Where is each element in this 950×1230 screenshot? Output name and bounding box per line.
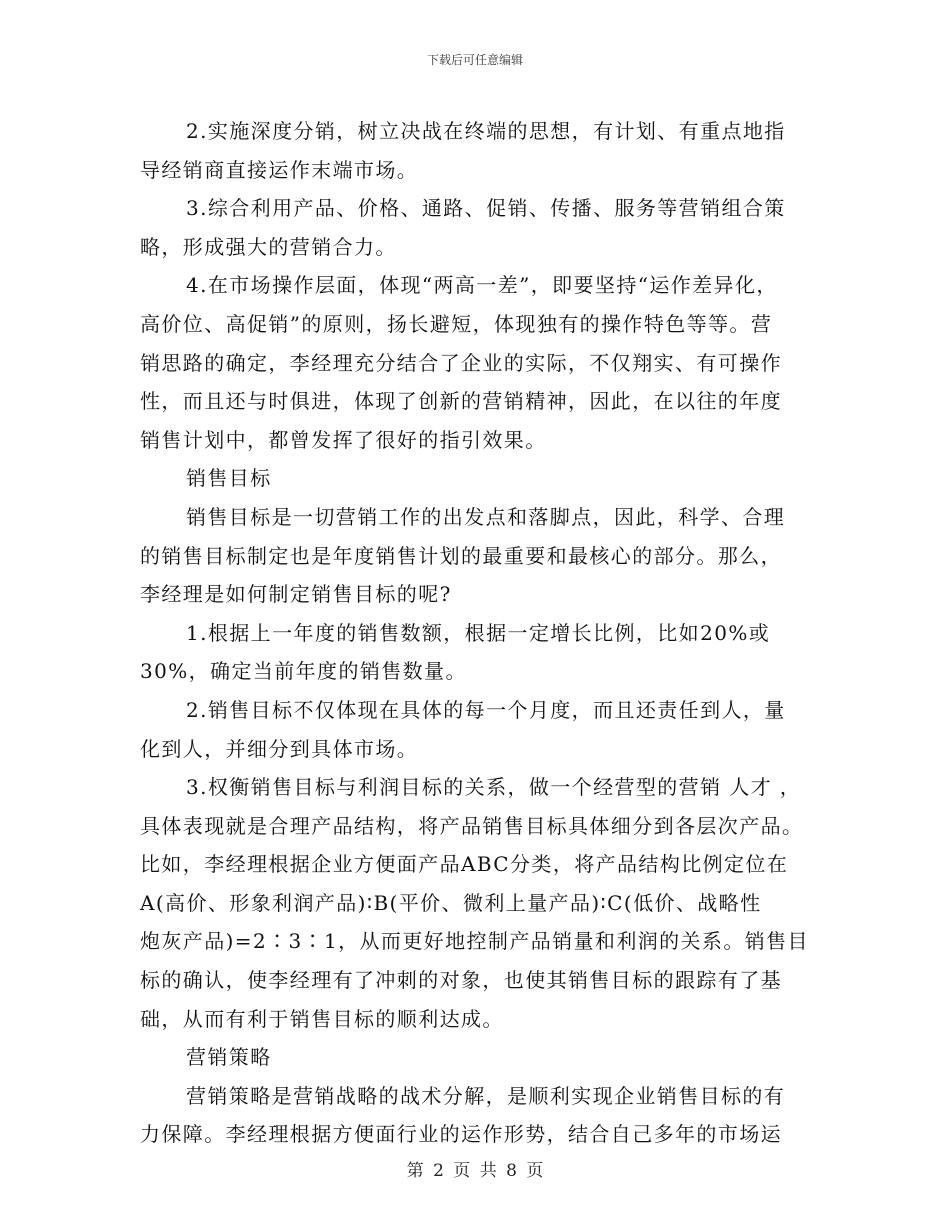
text-line: 炮灰产品)=2∶3∶1，从而更好地控制产品销量和利润的关系。销售目 (140, 929, 809, 954)
text-line: 3.综合利用产品、价格、通路、促销、传播、服务等营销组合策 (186, 196, 786, 221)
text-line: A(高价、形象利润产品)∶B(平价、微利上量产品)∶C(低价、战略性 (140, 890, 762, 915)
page-footer: 第 2 页 共 8 页 (406, 1161, 544, 1181)
section-heading: 销售目标 (186, 466, 272, 491)
text-line: 的销售目标制定也是年度销售计划的最重要和最核心的部分。那么， (140, 543, 782, 568)
text-line: 4.在市场操作层面，体现“两高一差”，即要坚持“运作差异化， (186, 273, 778, 298)
page-header: 下载后可任意编辑 (426, 53, 523, 67)
text-line: 销思路的确定，李经理充分结合了企业的实际，不仅翔实、有可操作 (140, 350, 782, 375)
text-line: 2.销售目标不仅体现在具体的每一个月度，而且还责任到人，量 (186, 697, 786, 722)
text-line: 30%，确定当前年度的销售数量。 (140, 659, 467, 684)
document-body (140, 112, 810, 1154)
text-line: 标的确认，使李经理有了冲刺的对象，也使其销售目标的跟踪有了基 (140, 968, 782, 993)
text-line: 3.权衡销售目标与利润目标的关系，做一个经营型的营销 人才 ， (186, 775, 802, 800)
text-line: 础，从而有利于销售目标的顺利达成。 (140, 1006, 504, 1031)
text-line: 具体表现就是合理产品结构，将产品销售目标具体细分到各层次产品。 (140, 813, 804, 838)
text-line: 营销策略是营销战略的战术分解，是顺利实现企业销售目标的有 (186, 1083, 786, 1108)
text-line: 销售计划中，都曾发挥了很好的指引效果。 (140, 427, 547, 452)
text-line: 李经理是如何制定销售目标的呢? (140, 582, 452, 607)
text-line: 2.实施深度分销，树立决战在终端的思想，有计划、有重点地指 (186, 119, 786, 143)
text-line: 力保障。李经理根据方便面行业的运作形势，结合自己多年的市场运 (140, 1122, 782, 1147)
text-line: 性，而且还与时俱进，体现了创新的营销精神，因此，在以往的年度 (140, 389, 782, 414)
section-heading: 营销策略 (186, 1045, 272, 1070)
text-line: 导经销商直接运作末端市场。 (140, 157, 419, 182)
text-line: 比如，李经理根据企业方便面产品ABC分类，将产品结构比例定位在 (140, 852, 789, 877)
text-line: 1.根据上一年度的销售数额，根据一定增长比例，比如20%或 (186, 620, 771, 645)
text-line: 销售目标是一切营销工作的出发点和落脚点，因此，科学、合理 (186, 504, 786, 529)
text-line: 化到人，并细分到具体市场。 (140, 736, 419, 761)
text-line: 高价位、高促销”的原则，扬长避短，体现独有的操作特色等等。营 (140, 311, 773, 336)
text-line: 略，形成强大的营销合力。 (140, 234, 397, 259)
